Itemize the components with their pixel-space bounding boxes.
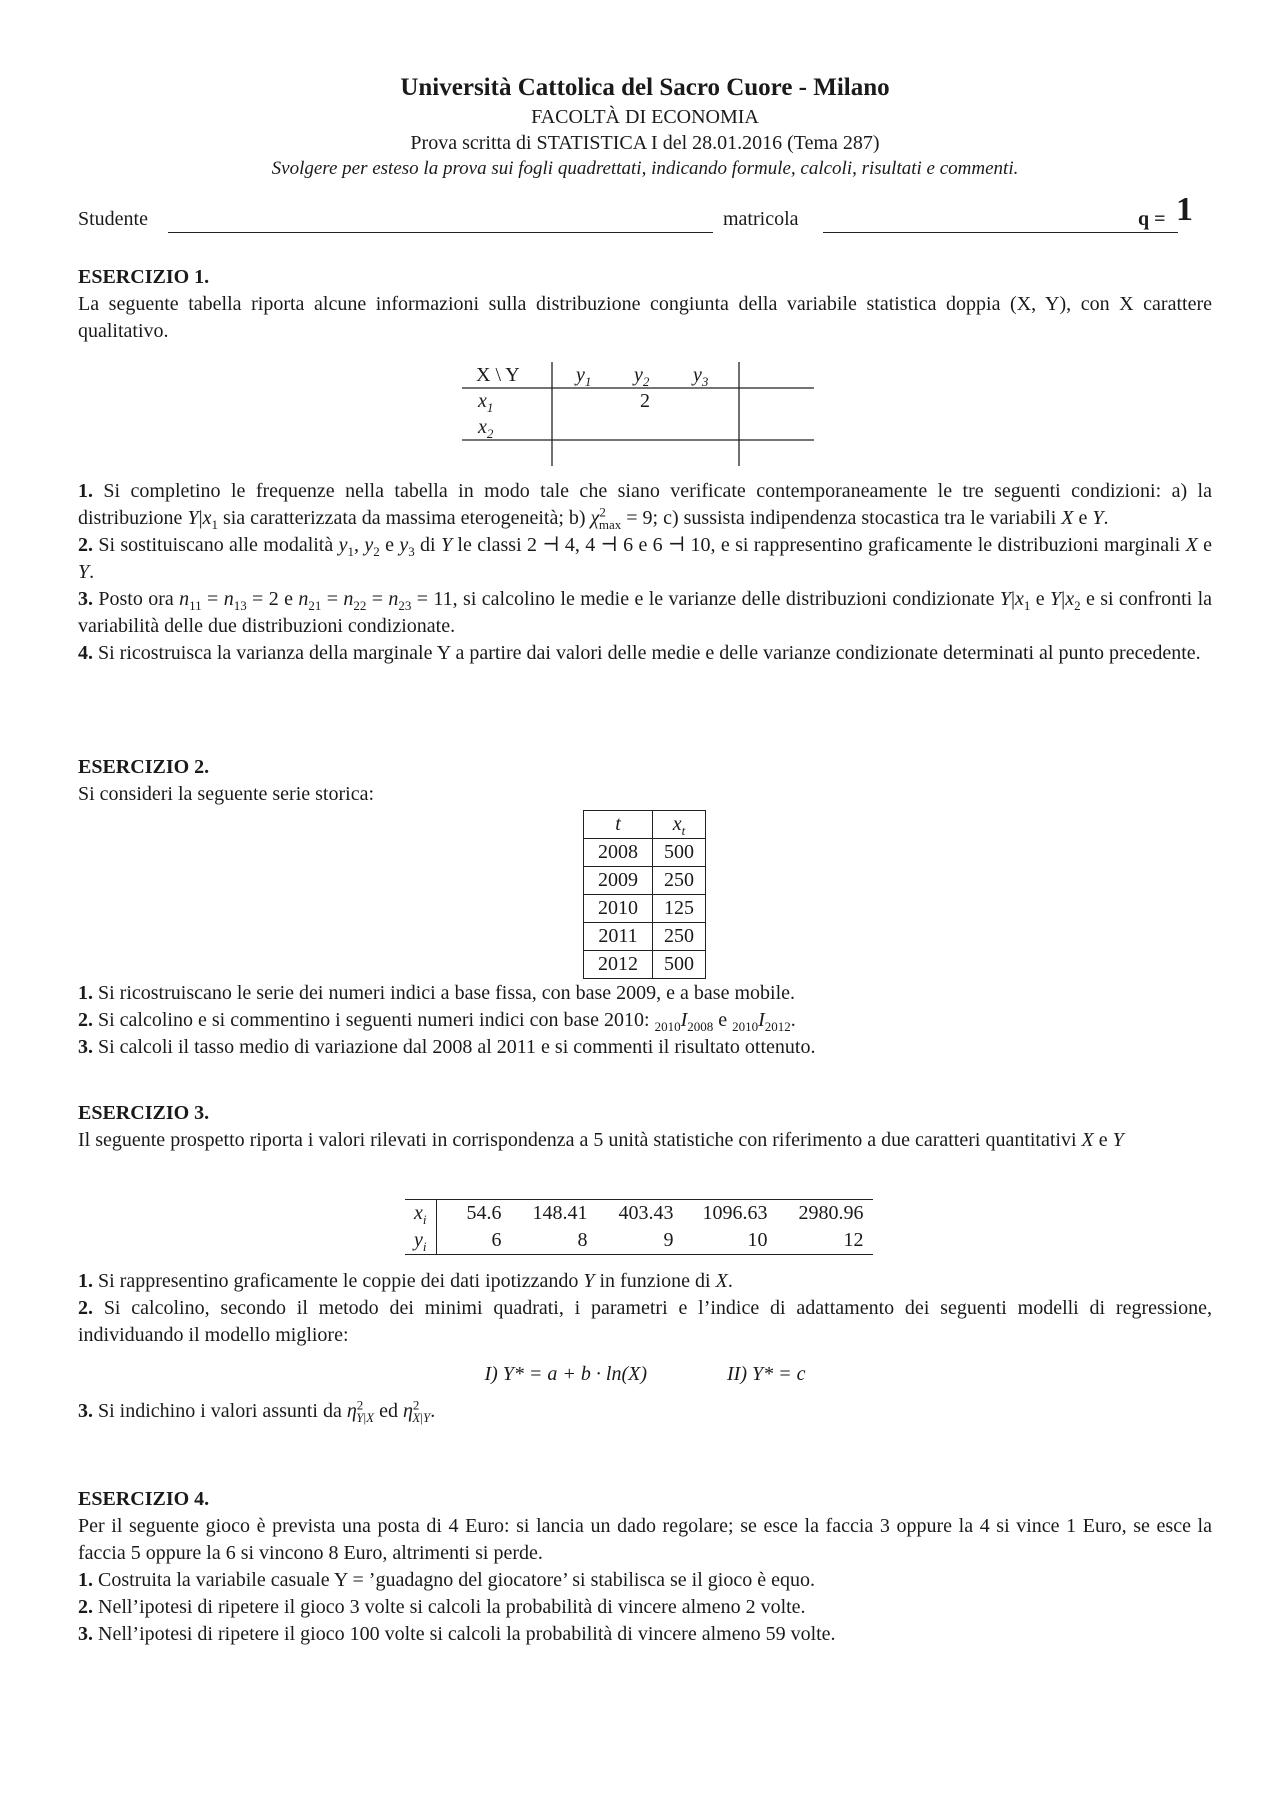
ex4-question-1: 1. Costruita la variabile casuale Y = ’guadagno del giocatore’ si stabilisca se il gioco è equo. — [78, 1569, 815, 1591]
q-value: 1 — [1176, 191, 1193, 228]
exam-instructions: Svolgere per esteso la prova sui fogli quadrettati, indicando formule, calcoli, risultati e commenti. — [271, 158, 1019, 179]
y-value: 10 — [747, 1229, 768, 1251]
year-cell: 2011 — [584, 923, 653, 951]
x-value: 148.41 — [532, 1202, 588, 1224]
table-row — [584, 867, 706, 895]
ex2-question-2: 2. Si calcolino e si commentino i seguenti numeri indici con base 2010: $_{2010}I_{2008}$ e $_{2010}I_{2012}$. — [78, 1009, 796, 1034]
exercise-3-questions — [78, 1268, 1212, 1425]
university-name: Università Cattolica del Sacro Cuore - Milano — [400, 74, 890, 101]
exercise-3-intro: Il seguente prospetto riporta i valori rilevati in corrispondenza a 5 unità statistiche con riferimento a due caratteri quantitativi X e Y — [78, 1129, 1124, 1151]
exercise-2-questions — [78, 980, 1212, 1061]
value-cell: 250 — [653, 867, 706, 895]
ex1-question-2: 2. Si sostituiscano alle modalità $y_1$, $y_2$ e $y_3$ di Y le classi 2 ⊣ 4, 4 ⊣ 6 e 6 ⊣ 10, e si rappresentino graficamente le distribuzioni marginali X e Y. — [78, 534, 1213, 583]
exercise-2 — [78, 754, 1212, 808]
exercise-4-intro: Per il seguente gioco è prevista una posta di 4 Euro: si lancia un dado regolare; se esce la faccia 3 oppure la 4 si vince 1 Euro, se esce la faccia 5 oppure la 6 si vincono 8 Euro, altrimenti si perde. — [78, 1515, 1212, 1564]
ex1-question-1: 1. Si completino le frequenze nella tabella in modo tale che siano verificate contemporaneamente le tre seguenti condizioni: a) la distribuzione $Y|x_1$ sia caratterizzata da massima eterogeneità; b) $\chi^2_{max} = 9$; c) sussista indipendenza stocastica tra le variabili X e Y. — [78, 480, 1212, 532]
y-values-row — [405, 1227, 873, 1255]
x-value: 54.6 — [466, 1202, 502, 1224]
model-2: II) Y* = c — [727, 1363, 806, 1385]
student-label: Studente — [78, 208, 148, 230]
regression-models — [78, 1361, 1212, 1388]
ex3-question-3: 3. Si indichino i valori assunti da $\eta^2_{Y|X}$ ed $\eta^2_{X|Y}$. — [78, 1397, 436, 1425]
value-cell: 500 — [653, 951, 706, 979]
ex3-question-2: 2. Si calcolino, secondo il metodo dei minimi quadrati, i parametri e l’indice di adattamento dei seguenti modelli di regressione, individuando il modello migliore: — [78, 1297, 1212, 1346]
student-name-line[interactable] — [168, 232, 713, 233]
header-t: t — [584, 811, 653, 839]
exercise-2-intro: Si consideri la seguente serie storica: — [78, 783, 375, 805]
q-label: q = — [1138, 208, 1166, 230]
exercise-4 — [78, 1486, 1212, 1648]
ex2-question-3: 3. Si calcoli il tasso medio di variazione dal 2008 al 2011 e si commenti il risultato ottenuto. — [78, 1036, 816, 1058]
y-value: 8 — [577, 1229, 588, 1251]
student-id-row — [78, 191, 1212, 238]
y-row-label: $y_i$ — [405, 1227, 436, 1255]
table-row — [584, 951, 706, 979]
x-value: 2980.96 — [798, 1202, 864, 1224]
y-value: 12 — [843, 1229, 864, 1251]
table-corner: X \ Y — [476, 364, 520, 386]
x-values-row — [405, 1200, 873, 1228]
y-value: 6 — [491, 1229, 502, 1251]
y-value: 9 — [663, 1229, 674, 1251]
exercise-1-questions — [78, 478, 1212, 667]
matricola-label: matricola — [723, 208, 799, 230]
row-header-x2: $x_2$ — [478, 416, 494, 441]
ex2-question-1: 1. Si ricostruiscano le serie dei numeri indici a base fissa, con base 2009, e a base mobile. — [78, 982, 796, 1004]
faculty-name: FACOLTÀ DI ECONOMIA — [531, 106, 759, 128]
time-series-table — [583, 810, 706, 979]
exercise-1-intro: La seguente tabella riporta alcune informazioni sulla distribuzione congiunta della variabile statistica doppia (X, Y), con X carattere qualitativo. — [78, 293, 1212, 342]
row-header-x1: $x_1$ — [478, 390, 494, 415]
value-cell: 250 — [653, 923, 706, 951]
table-header-row — [584, 811, 706, 839]
exercise-2-title: ESERCIZIO 2. — [78, 756, 210, 778]
model-1: I) Y* = a + b · ln(X) — [484, 1363, 648, 1385]
exercise-1 — [78, 264, 1212, 345]
matricola-line[interactable] — [823, 232, 1178, 233]
table-row — [584, 839, 706, 867]
table-row — [584, 895, 706, 923]
xy-data-table — [405, 1199, 873, 1255]
year-cell: 2008 — [584, 839, 653, 867]
ex4-question-3: 3. Nell’ipotesi di ripetere il gioco 100 volte si calcoli la probabilità di vincere almeno 59 volte. — [78, 1623, 836, 1645]
col-header-y2: $y_2$ — [634, 364, 650, 389]
ex3-question-1: 1. Si rappresentino graficamente le coppie dei dati ipotizzando Y in funzione di X. — [78, 1270, 733, 1292]
exam-header — [78, 72, 1212, 238]
ex4-question-2: 2. Nell’ipotesi di ripetere il gioco 3 volte si calcoli la probabilità di vincere almeno 2 volte. — [78, 1596, 806, 1618]
header-xt: $x_t$ — [653, 811, 706, 839]
ex1-question-3: 3. Posto ora $n_{11} = n_{13} = 2$ e $n_{21} = n_{22} = n_{23} = 11$, si calcolino le medie e le varianze delle distribuzioni condizionate $Y|x_1$ e $Y|x_2$ e si confronti la variabilità delle due distribuzioni condizionate. — [78, 588, 1213, 637]
exercise-3-title: ESERCIZIO 3. — [78, 1102, 210, 1124]
value-cell: 500 — [653, 839, 706, 867]
x-value: 403.43 — [618, 1202, 674, 1224]
year-cell: 2009 — [584, 867, 653, 895]
year-cell: 2010 — [584, 895, 653, 923]
exercise-3 — [78, 1100, 1212, 1154]
exercise-4-title: ESERCIZIO 4. — [78, 1488, 210, 1510]
table-row — [584, 923, 706, 951]
col-header-y1: $y_1$ — [576, 364, 592, 389]
col-header-y3: $y_3$ — [693, 364, 709, 389]
ex1-question-4: 4. Si ricostruisca la varianza della marginale Y a partire dai valori delle medie e delle varianze condizionate determinati al punto precedente. — [78, 642, 1201, 664]
x-row-label: $x_i$ — [405, 1200, 436, 1228]
exam-title: Prova scritta di STATISTICA I del 28.01.2016 (Tema 287) — [410, 132, 880, 154]
year-cell: 2012 — [584, 951, 653, 979]
exercise-1-title: ESERCIZIO 1. — [78, 266, 210, 288]
cell-x1-y2: 2 — [640, 390, 650, 412]
value-cell: 125 — [653, 895, 706, 923]
x-value: 1096.63 — [702, 1202, 768, 1224]
